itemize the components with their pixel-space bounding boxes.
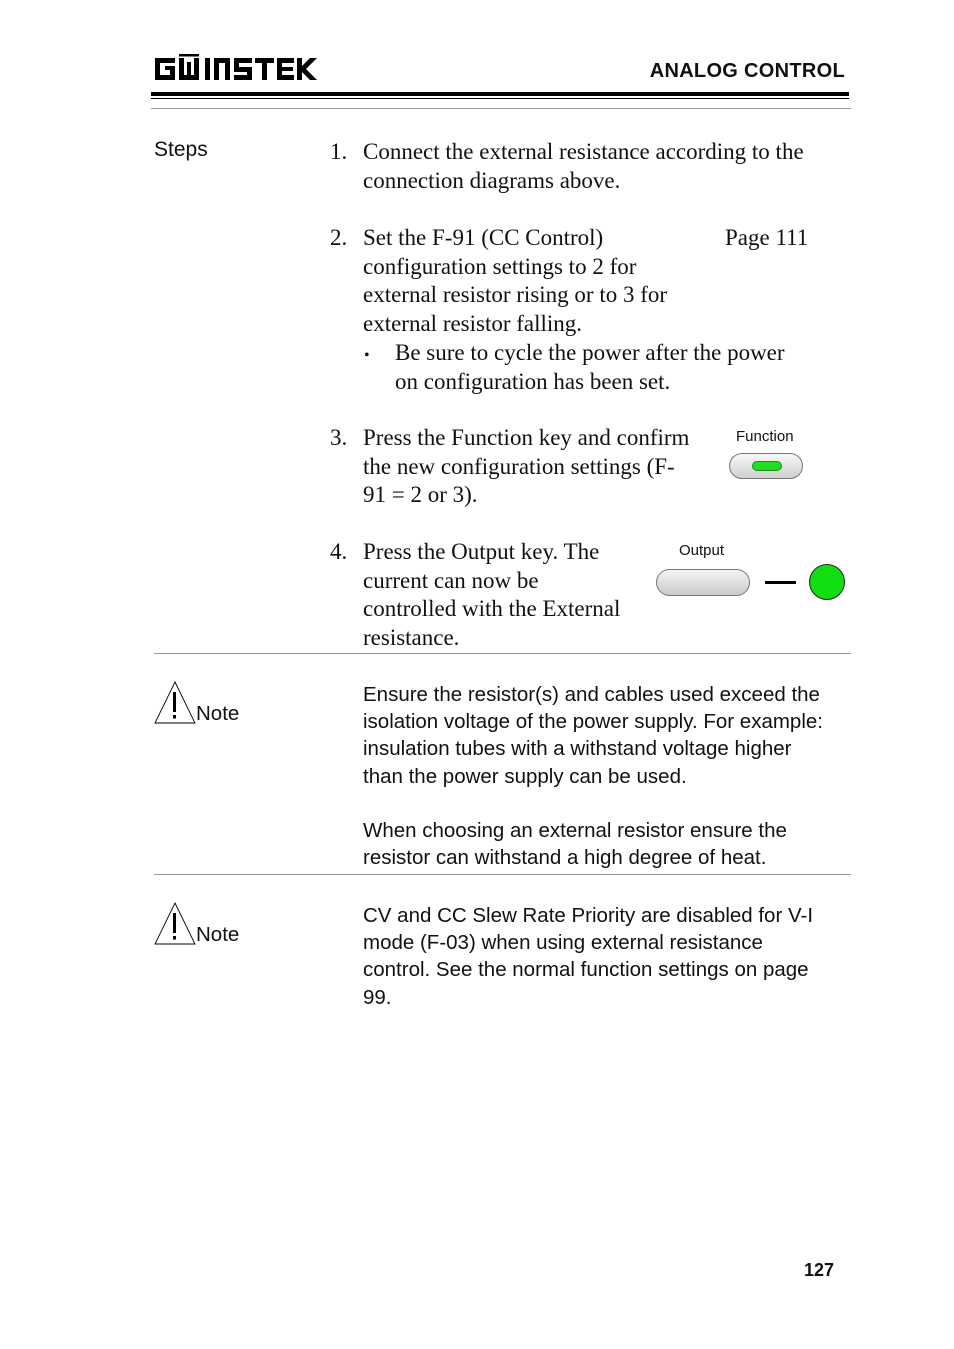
note-body	[363, 817, 851, 871]
step-number: 3.	[330, 425, 348, 450]
table-top-rule	[151, 108, 851, 109]
note-body	[363, 902, 851, 1011]
bullet-text	[395, 339, 855, 396]
step-text	[363, 224, 723, 338]
step-number: 4.	[330, 539, 348, 564]
note-line: Ensure the resistor(s) and cables used exceed the	[363, 683, 820, 706]
section-title: ANALOG CONTROL	[649, 60, 845, 82]
page-reference: Page 111	[725, 225, 809, 250]
output-indicator-line	[765, 581, 796, 584]
step-line: the new configuration settings (F-	[363, 453, 675, 479]
step-number: 2.	[330, 225, 348, 250]
bullet-marker: •	[364, 347, 370, 364]
function-key-led	[752, 461, 782, 471]
gw-instek-logo	[153, 54, 323, 84]
step-line: configuration settings to 2 for	[363, 253, 637, 279]
step-line: Set the F-91 (CC Control)	[363, 225, 604, 250]
bullet-line: on configuration has been set.	[395, 368, 671, 394]
step-line: controlled with the External	[363, 596, 621, 621]
header-rule-thin	[151, 98, 849, 99]
step-line: resistance.	[363, 624, 460, 650]
warning-icon	[154, 680, 196, 726]
steps-label: Steps	[154, 138, 208, 161]
step-line: connection diagrams above.	[363, 167, 621, 193]
step-text	[363, 424, 733, 510]
header-rule-thick	[151, 92, 849, 96]
step-line: Connect the external resistance according to the	[363, 139, 804, 164]
note-body	[363, 681, 851, 790]
note-line: isolation voltage of the power supply. For example:	[363, 710, 823, 734]
function-key-caption: Function	[736, 428, 794, 445]
bullet-line: Be sure to cycle the power after the power	[395, 340, 785, 365]
step-line: external resistor rising or to 3 for	[363, 282, 668, 307]
note-line: When choosing an external resistor ensure the	[363, 819, 787, 842]
warning-icon	[154, 901, 196, 947]
note-line: than the power supply can be used.	[363, 764, 687, 788]
note-label: Note	[196, 923, 240, 946]
output-led	[809, 564, 845, 600]
note-line: insulation tubes with a withstand voltage higher	[363, 737, 792, 761]
step-line: Press the Output key. The	[363, 539, 600, 564]
note-label: Note	[196, 702, 240, 725]
output-key-button	[656, 569, 750, 596]
step-number: 1.	[330, 139, 348, 164]
step-line: current can now be	[363, 567, 539, 593]
note-line: resistor can withstand a high degree of heat.	[363, 846, 767, 870]
step-line: external resistor falling.	[363, 310, 583, 336]
note-line: CV and CC Slew Rate Priority are disabled for V-I	[363, 904, 814, 927]
step-line: Press the Function key and confirm	[363, 425, 690, 450]
note-line: mode (F-03) when using external resistance	[363, 931, 763, 955]
page-number: 127	[803, 1260, 834, 1280]
note-line: 99.	[363, 985, 392, 1009]
step-text	[363, 538, 663, 652]
step-text	[363, 138, 863, 195]
note-line: control. See the normal function settings on page	[363, 958, 809, 982]
output-key-caption: Output	[679, 542, 725, 559]
step-line: 91 = 2 or 3).	[363, 482, 478, 507]
section-divider	[154, 653, 851, 654]
section-divider	[154, 874, 851, 875]
